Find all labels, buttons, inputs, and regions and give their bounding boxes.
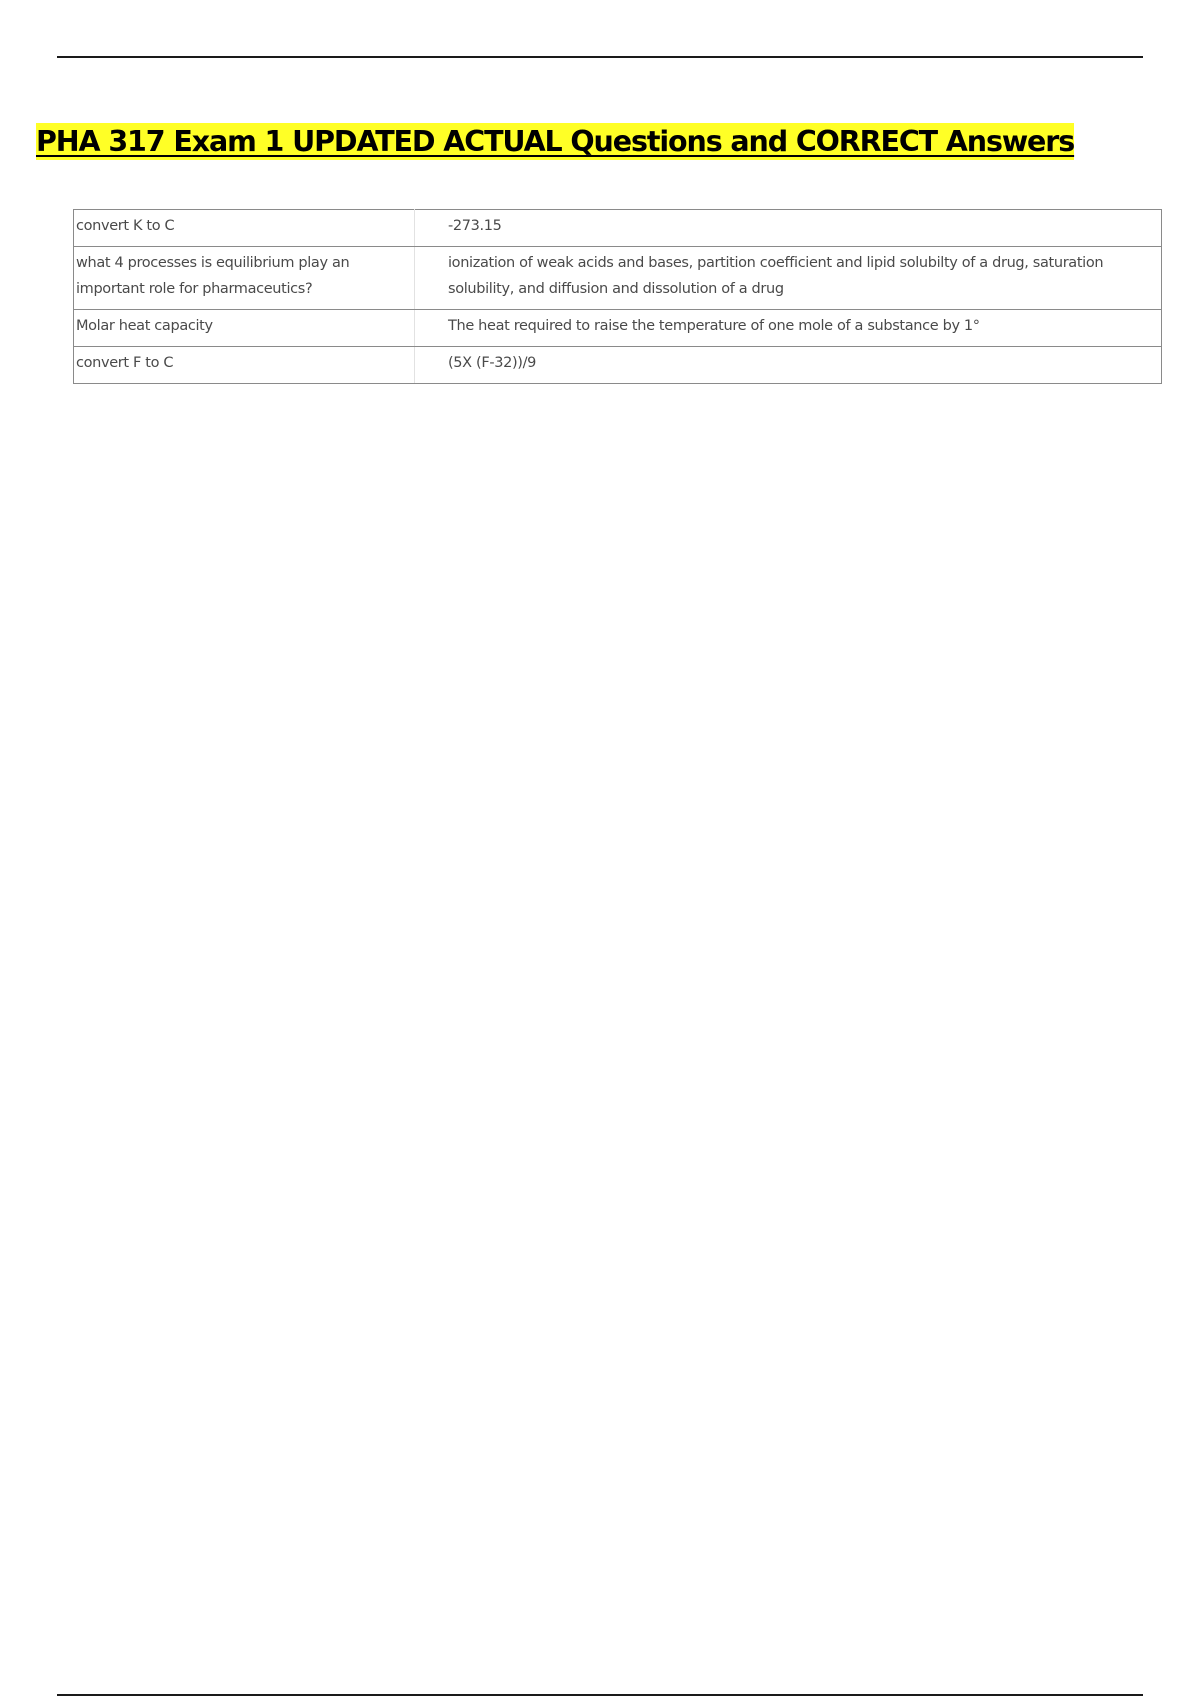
table-row bbox=[74, 247, 1162, 310]
question-cell: Molar heat capacity bbox=[74, 310, 415, 347]
table-row bbox=[74, 347, 1162, 384]
question-cell: what 4 processes is equilibrium play an important role for pharmaceutics? bbox=[74, 247, 415, 310]
page-title bbox=[36, 122, 1074, 162]
top-rule bbox=[57, 56, 1143, 58]
answer-cell: ionization of weak acids and bases, partition coefficient and lipid solubilty of a drug, saturation solubility, and diffusion and dissolution of a drug bbox=[415, 247, 1162, 310]
page-title-text: PHA 317 Exam 1 UPDATED ACTUAL Questions and CORRECT Answers bbox=[36, 125, 1075, 158]
answer-cell: -273.15 bbox=[415, 210, 1162, 247]
bottom-rule bbox=[57, 1694, 1143, 1696]
table-row bbox=[74, 210, 1162, 247]
answer-cell: The heat required to raise the temperature of one mole of a substance by 1° bbox=[415, 310, 1162, 347]
qa-table bbox=[73, 209, 1162, 384]
question-cell: convert F to C bbox=[74, 347, 415, 384]
table-row bbox=[74, 310, 1162, 347]
question-cell: convert K to C bbox=[74, 210, 415, 247]
answer-cell: (5X (F-32))/9 bbox=[415, 347, 1162, 384]
